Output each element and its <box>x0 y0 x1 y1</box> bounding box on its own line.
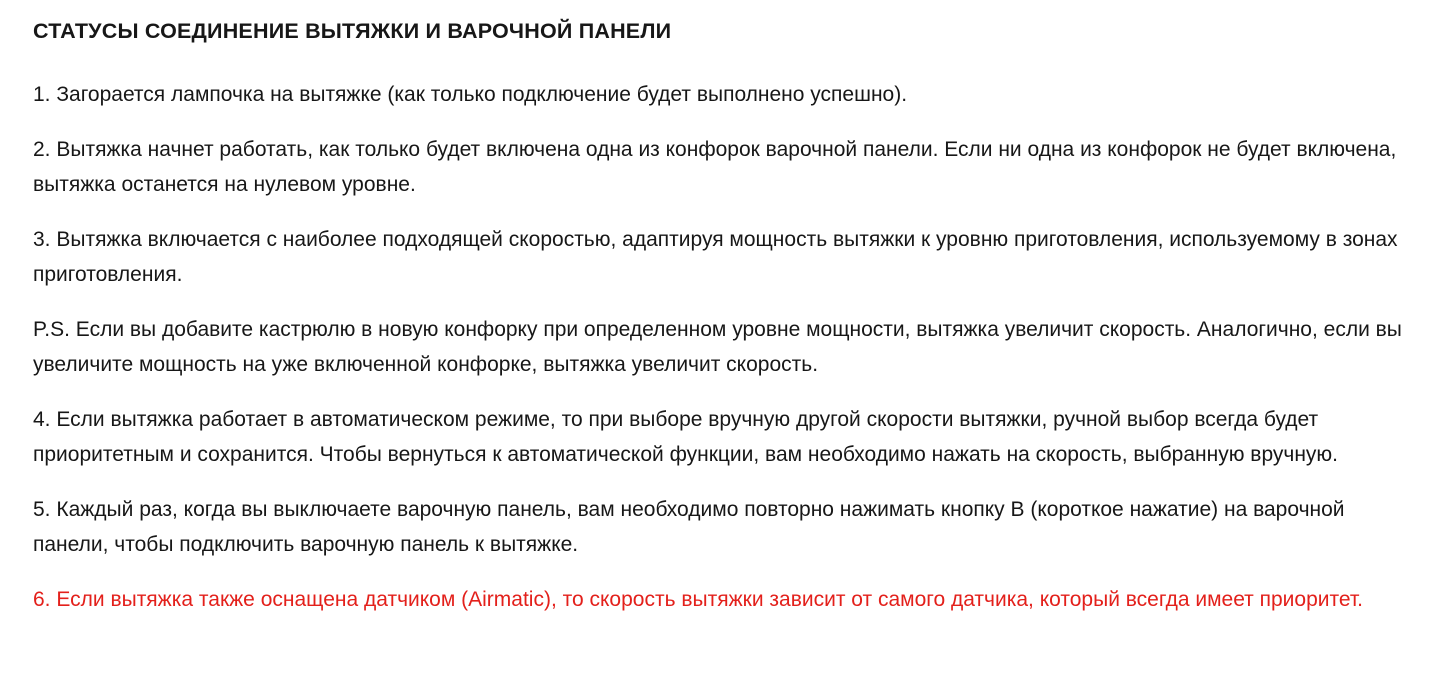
paragraph-step-1: 1. Загорается лампочка на вытяжке (как только подключение будет выполнено успешно). <box>33 83 908 106</box>
page-title: СТАТУСЫ СОЕДИНЕНИЕ ВЫТЯЖКИ И ВАРОЧНОЙ ПАНЕЛИ <box>33 19 672 43</box>
paragraph-step-2: 2. Вытяжка начнет работать, как только будет включена одна из конфорок варочной панели. Если ни одна из конфорок не будет включена, вытяжка останется на нулевом уровне. <box>33 138 1397 196</box>
paragraph-step-6-warning: 6. Если вытяжка также оснащена датчиком (Airmatic), то скорость вытяжки зависит от самого датчика, который всегда имеет приоритет. <box>33 588 1363 611</box>
paragraph-postscript: P.S. Если вы добавите кастрюлю в новую конфорку при определенном уровне мощности, вытяжка увеличит скорость. Аналогично, если вы увеличите мощность на уже включенной конфорке, вытяжка увеличит скорость. <box>33 318 1402 376</box>
paragraph-step-3: 3. Вытяжка включается с наиболее подходящей скоростью, адаптируя мощность вытяжки к уровню приготовления, используемому в зонах приготовления. <box>33 228 1398 286</box>
paragraph-step-5: 5. Каждый раз, когда вы выключаете варочную панель, вам необходимо повторно нажимать кнопку B (короткое нажатие) на варочной панели, чтобы подключить варочную панель к вытяжке. <box>33 498 1345 556</box>
paragraph-step-4: 4. Если вытяжка работает в автоматическом режиме, то при выборе вручную другой скорости вытяжки, ручной выбор всегда будет приоритетным и сохранится. Чтобы вернуться к автоматической функции, вам необходимо нажать на скорость, выбранную вручную. <box>33 408 1339 466</box>
